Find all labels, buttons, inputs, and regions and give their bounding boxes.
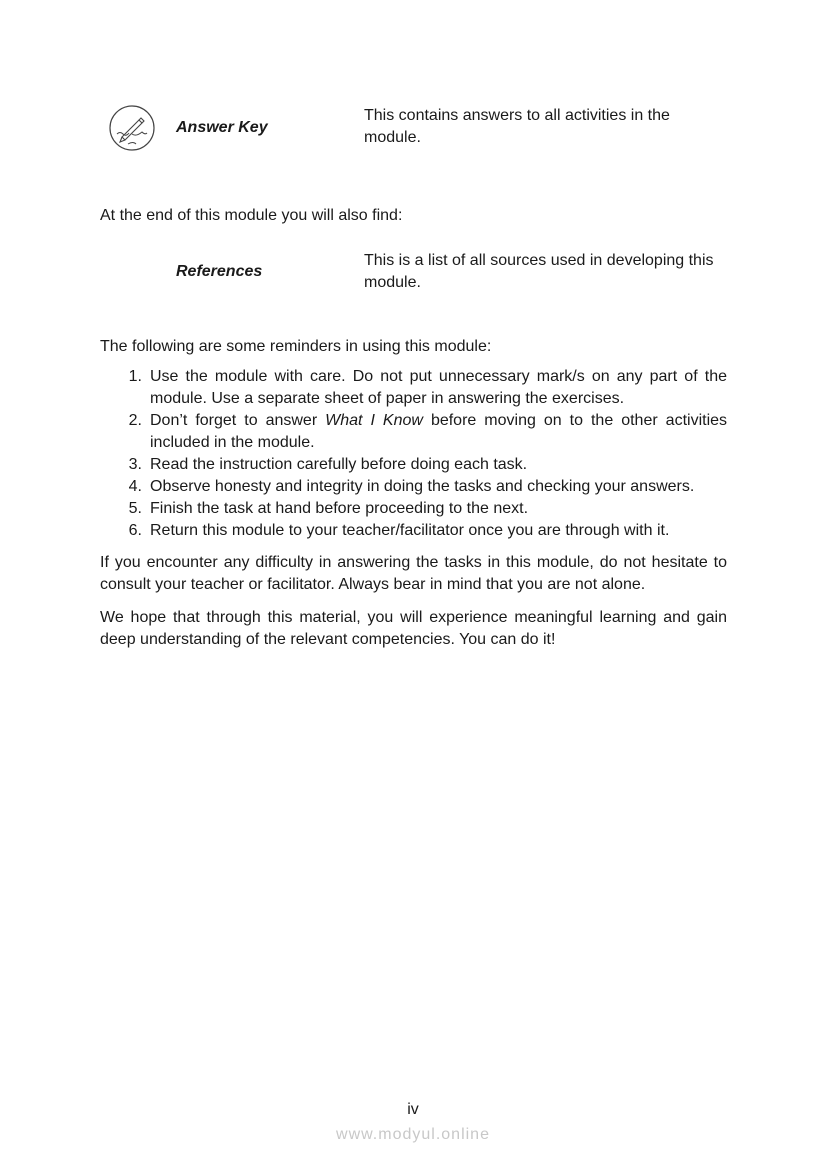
list-item-number: 3. xyxy=(128,456,142,473)
list-item xyxy=(100,366,727,410)
references-description: This is a list of all sources used in developing this module. xyxy=(364,252,714,291)
list-item xyxy=(100,520,727,542)
list-item-text: Use the module with care. Do not put unnecessary mark/s on any part of the module. Use a separate sheet of paper in answering the exercises. xyxy=(150,368,727,407)
closing-paragraph: We hope that through this material, you will experience meaningful learning and gain deep understanding of the relevant competencies. You can do it! xyxy=(100,609,727,648)
list-item-text: Observe honesty and integrity in doing the tasks and checking your answers. xyxy=(150,478,695,495)
list-item-number: 5. xyxy=(128,500,142,517)
list-item-text: Return this module to your teacher/facilitator once you are through with it. xyxy=(150,522,670,539)
difficulty-paragraph: If you encounter any difficulty in answering the tasks in this module, do not hesitate to consult your teacher or facilitator. Always bear in mind that you are not alone. xyxy=(100,554,727,593)
list-item-text-part: before moving on to the other activities included in the module. xyxy=(150,412,728,451)
references-label: References xyxy=(176,263,263,280)
list-item-number: 6. xyxy=(128,522,142,539)
list-item-text: Finish the task at hand before proceeding to the next. xyxy=(150,500,529,517)
list-item xyxy=(100,454,727,476)
list-item-number: 2. xyxy=(128,412,142,429)
what-i-know-emphasis: What I Know xyxy=(325,412,423,429)
list-item-number: 1. xyxy=(128,368,142,385)
reminders-list xyxy=(100,366,727,542)
list-item xyxy=(100,476,727,498)
page-number: iv xyxy=(407,1101,419,1118)
list-item-text-part: Don’t forget to answer xyxy=(150,412,326,429)
list-item xyxy=(100,498,727,520)
pen-writing-icon xyxy=(108,104,156,152)
list-item-text xyxy=(150,410,727,454)
answer-key-label: Answer Key xyxy=(176,119,268,136)
watermark-text: www.modyul.online xyxy=(336,1126,490,1143)
answer-key-description: This contains answers to all activities in the module. xyxy=(364,107,670,146)
list-item-text: Read the instruction carefully before doing each task. xyxy=(150,456,528,473)
list-item xyxy=(100,410,727,454)
end-intro-text: At the end of this module you will also find: xyxy=(100,207,403,224)
list-item-number: 4. xyxy=(128,478,142,495)
reminders-intro-text: The following are some reminders in using this module: xyxy=(100,338,492,355)
